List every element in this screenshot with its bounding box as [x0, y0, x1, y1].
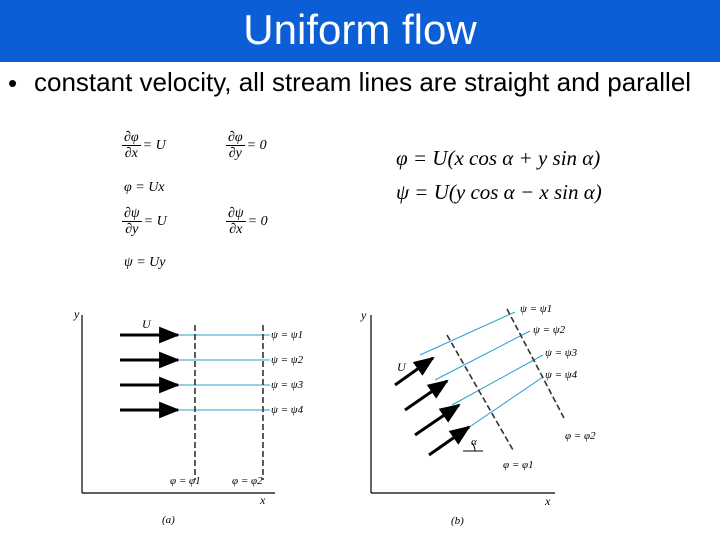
- eq-phi-general: φ = U(x cos α + y sin α): [396, 146, 601, 170]
- x-axis-label: x: [260, 493, 266, 507]
- y-axis-label: y: [74, 307, 80, 321]
- y-axis-label: y: [361, 308, 367, 322]
- streamline-4: [465, 377, 543, 430]
- psi-label-3: ψ = ψ3: [545, 347, 578, 359]
- figure-a: [60, 300, 310, 535]
- velocity-arrow-2: [405, 381, 447, 410]
- figure-b: [355, 295, 620, 535]
- streamline-1: [420, 312, 515, 355]
- eq-phi-ux: φ = Ux: [124, 180, 165, 195]
- velocity-label: U: [397, 360, 406, 374]
- caption-b: (b): [451, 515, 464, 527]
- psi-label-2: ψ = ψ2: [271, 354, 304, 366]
- eq-dpsi-dy: $\frac{\partial\psi}{\partial y}$ = U: [124, 206, 167, 237]
- eq-psi-general: ψ = U(y cos α − x sin α): [396, 180, 602, 204]
- phi-label-1: φ = φ1: [170, 475, 201, 487]
- psi-label-4: ψ = ψ4: [545, 369, 578, 381]
- x-axis-label: x: [545, 494, 551, 508]
- angle-label: α: [471, 436, 477, 448]
- potential-line-1: [447, 335, 513, 450]
- eq-psi-uy: ψ = Uy: [124, 255, 166, 270]
- eq-dpsi-dx: $\frac{\partial\psi}{\partial x}$ = 0: [228, 206, 268, 237]
- eq-dphi-dy: $\frac{\partial\varphi}{\partial y}$ = 0: [228, 130, 267, 161]
- psi-label-4: ψ = ψ4: [271, 404, 304, 416]
- psi-label-1: ψ = ψ1: [271, 329, 304, 341]
- velocity-label: U: [142, 317, 151, 331]
- bullet-text: constant velocity, all stream lines are straight and parallel: [34, 67, 692, 97]
- eq-dphi-dx: $\frac{\partial\varphi}{\partial x}$ = U: [124, 130, 166, 161]
- phi-label-1: φ = φ1: [503, 459, 534, 471]
- phi-label-2: φ = φ2: [565, 430, 596, 442]
- caption-a: (a): [162, 514, 175, 526]
- psi-label-2: ψ = ψ2: [533, 324, 566, 336]
- psi-label-3: ψ = ψ3: [271, 379, 304, 391]
- psi-label-1: ψ = ψ1: [520, 303, 553, 315]
- streamline-3: [452, 355, 543, 405]
- bullet-marker: •: [8, 68, 18, 98]
- phi-label-2: φ = φ2: [232, 475, 263, 487]
- slide-title: Uniform flow: [243, 6, 477, 53]
- velocity-arrow-3: [415, 405, 459, 435]
